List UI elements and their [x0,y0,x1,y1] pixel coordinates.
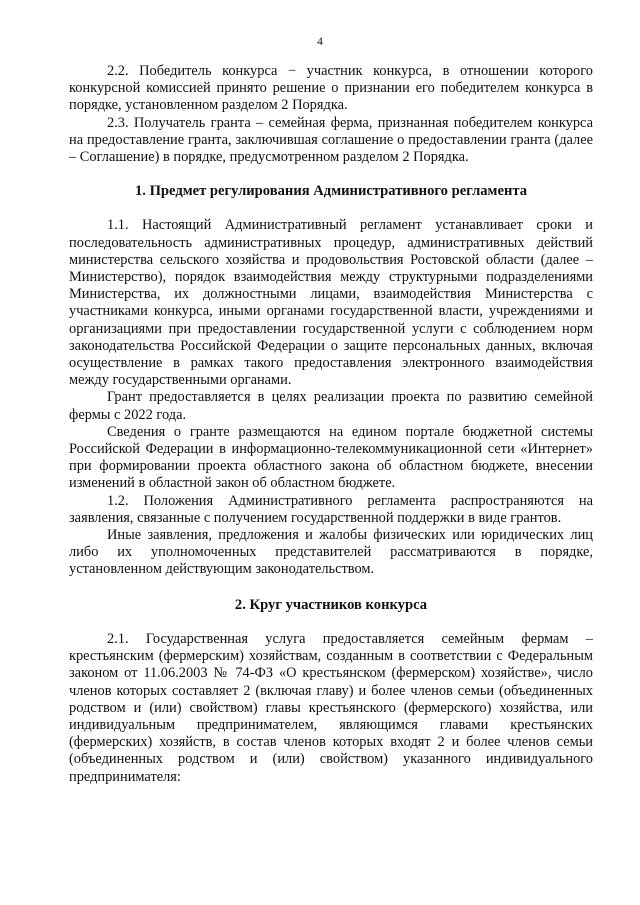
section-1-heading: 1. Предмет регулирования Административного регламента [134,183,528,200]
paragraph-other-applications: Иные заявления, предложения и жалобы физических или юридических лиц либо их уполномоченных представителей рассматриваются в порядке, установленном действующим законодательством. [69,527,593,578]
section-2-heading: 2. Круг участников конкурса [234,596,428,613]
paragraph-2-2: 2.2. Победитель конкурса − участник конкурса, в отношении которого конкурсной комиссией принято решение о признании его победителем конкурса в порядке, установленном разделом 2 Порядка. [69,63,593,114]
document-body [69,63,593,786]
page-number: 4 [317,36,323,48]
paragraph-2-1: 2.1. Государственная услуга предоставляется семейным фермам – крестьянским (фермерским) хозяйствам, созданным в соответствии с Федеральным законом от 11.06.2003 № 74-ФЗ «О крестьянском (фермерском) хозяйстве», число членов которых составляет 2 (включая главу) и более членов семьи (объединенных родством и (или) свойством) главы крестьянского (фермерского) хозяйства, или индивидуальным предпринимателем, являющимся главами крестьянских (фермерских) хозяйств, в состав членов которых входят 2 и более членов семьи (объединенных родством и (или) свойством) указанного индивидуального предпринимателя: [69,630,593,785]
paragraph-grant-info: Сведения о гранте размещаются на едином портале бюджетной системы Российской Федерации в информационно-телекоммуникационной сети «Интернет» при формировании проекта областного закона об областном бюджете, внесении изменений в областной закон об областном бюджете. [69,423,593,492]
paragraph-2-3: 2.3. Получатель гранта – семейная ферма, признанная победителем конкурса на предоставление гранта, заключившая соглашение о предоставлении гранта (далее – Соглашение) в порядке, предусмотренном разделом 2 Порядка. [69,114,593,166]
paragraph-1-2: 1.2. Положения Административного регламента распространяются на заявления, связанные с получением государственной поддержки в виде грантов. [69,492,593,526]
paragraph-1-1: 1.1. Настоящий Административный регламент устанавливает сроки и последовательность административных процедур, административных действий министерства сельского хозяйства и продовольствия Ростовской области (далее – Министерство), порядок взаимодействия между структурными подразделениями Министерства, их должностными лицами, взаимодействия Министерства с участниками конкурса, иными органами государственной власти, учреждениями и организациями при предоставлении государственной услуги с соблюдением норм законодательства Российской Федерации о защите персональных данных, включая осуществление в рамках такого предоставления электронного взаимодействия между государственными органами. [69,217,593,389]
paragraph-grant-purpose: Грант предоставляется в целях реализации проекта по развитию семейной фермы с 2022 года. [69,389,593,423]
